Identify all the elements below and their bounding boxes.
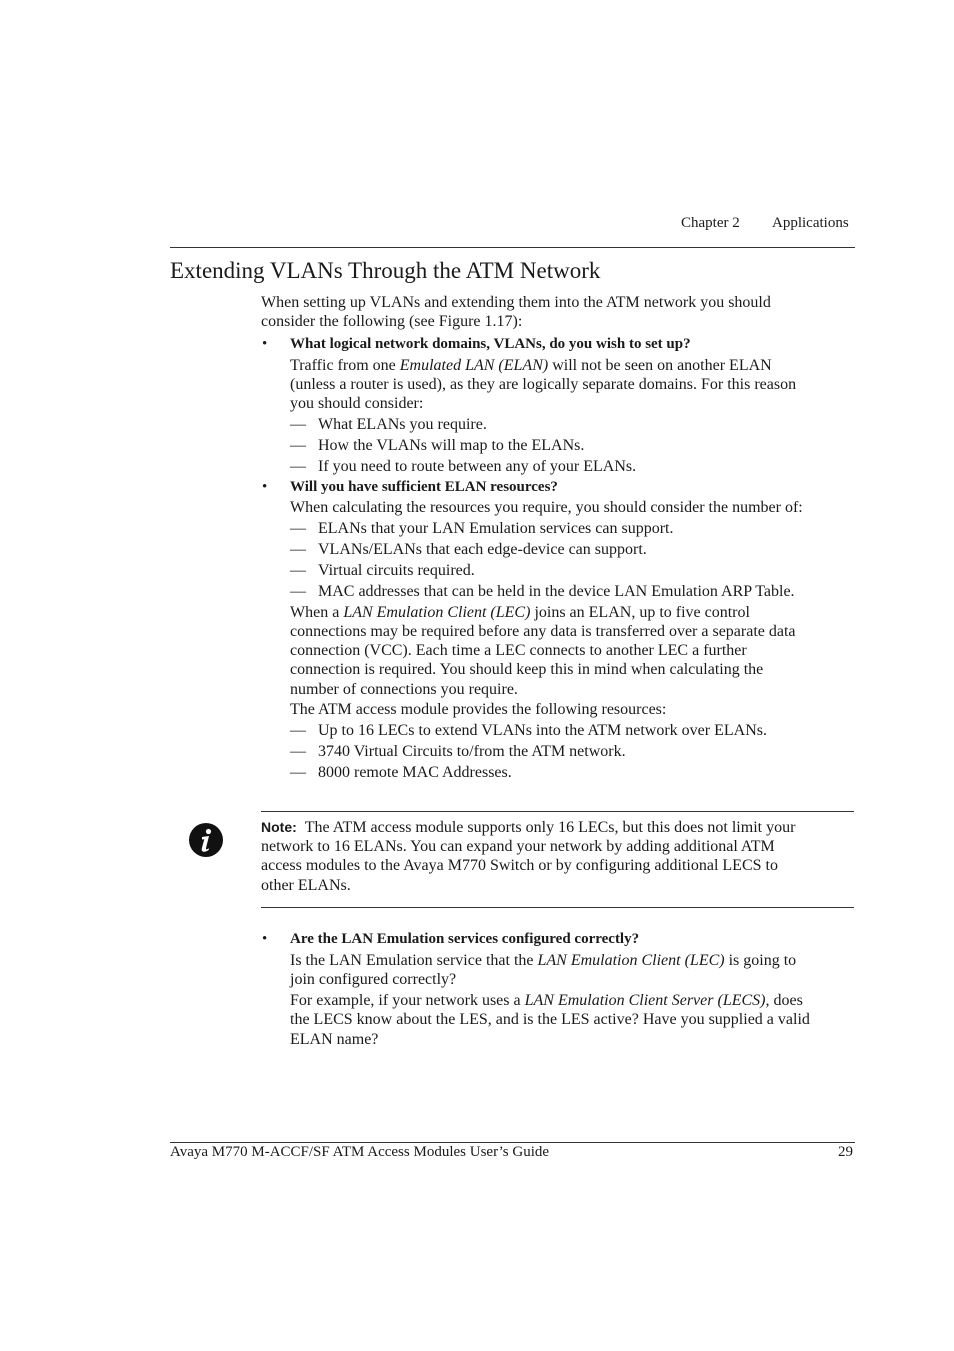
note-top-rule	[261, 811, 854, 812]
emphasis: Emulated LAN (ELAN)	[399, 357, 549, 374]
header-chapter: Chapter 2	[681, 215, 740, 231]
footer-doc-title: Avaya M770 M-ACCF/SF ATM Access Modules User’s Guide	[170, 1144, 550, 1160]
dash-mark: —	[290, 520, 306, 537]
dash-mark: —	[290, 458, 306, 475]
bullet-mark: •	[262, 336, 268, 352]
dash-mark: —	[290, 764, 306, 781]
dash-mark: —	[290, 722, 306, 739]
bullet-mark: •	[262, 479, 268, 495]
bullet-heading: Are the LAN Emulation services configured correctly?	[290, 931, 640, 947]
dash-mark: —	[290, 541, 306, 558]
paragraph-line: number of connections you require.	[290, 681, 518, 698]
paragraph-line: (unless a router is used), as they are logically separate domains. For this reason	[290, 376, 797, 393]
dash-item: MAC addresses that can be held in the device LAN Emulation ARP Table.	[318, 583, 795, 600]
dash-item: Virtual circuits required.	[318, 562, 475, 579]
note-line: Note: The ATM access module supports only 16 LECs, but this does not limit your	[261, 819, 796, 836]
dash-item: Up to 16 LECs to extend VLANs into the ATM network over ELANs.	[318, 722, 767, 739]
paragraph-line: connections may be required before any data is transferred over a separate data	[290, 623, 796, 640]
emphasis: LAN Emulation Client (LEC)	[537, 952, 725, 969]
dash-mark: —	[290, 562, 306, 579]
emphasis: LAN Emulation Client Server (LECS)	[524, 992, 766, 1009]
paragraph-line: Is the LAN Emulation service that the LAN Emulation Client (LEC) is going to	[290, 952, 797, 969]
paragraph-line: For example, if your network uses a LAN Emulation Client Server (LECS), does	[290, 992, 803, 1009]
paragraph-line: the LECS know about the LES, and is the LES active? Have you supplied a valid	[290, 1011, 810, 1028]
footer-rule	[170, 1142, 855, 1143]
paragraph-line: connection (VCC). Each time a LEC connects to another LEC a further	[290, 642, 747, 659]
paragraph-line: you should consider:	[290, 395, 424, 412]
dash-item: 8000 remote MAC Addresses.	[318, 764, 512, 781]
intro-line: consider the following (see Figure 1.17):	[261, 313, 523, 330]
dash-item: VLANs/ELANs that each edge-device can support.	[318, 541, 647, 558]
note-label: Note:	[261, 819, 297, 835]
note-line: network to 16 ELANs. You can expand your network by adding additional ATM	[261, 838, 775, 855]
dash-item: What ELANs you require.	[318, 416, 487, 433]
header-section: Applications	[772, 215, 849, 231]
dash-item: If you need to route between any of your ELANs.	[318, 458, 637, 475]
dash-mark: —	[290, 743, 306, 760]
section-title: Extending VLANs Through the ATM Network	[170, 258, 601, 283]
paragraph-line: ELAN name?	[290, 1031, 379, 1048]
note-bottom-rule	[261, 907, 854, 908]
paragraph-line: The ATM access module provides the following resources:	[290, 701, 667, 718]
bullet-heading: What logical network domains, VLANs, do you wish to set up?	[290, 336, 691, 352]
note-line: access modules to the Avaya M770 Switch or by configuring additional LECS to	[261, 857, 778, 874]
dash-mark: —	[290, 416, 306, 433]
bullet-heading: Will you have sufficient ELAN resources?	[290, 479, 558, 495]
intro-line: When setting up VLANs and extending them into the ATM network you should	[261, 294, 771, 311]
paragraph-line: join configured correctly?	[290, 971, 457, 988]
bullet-mark: •	[262, 931, 268, 947]
emphasis: LAN Emulation Client (LEC)	[343, 604, 531, 621]
page-number: 29	[838, 1144, 853, 1160]
dash-item: 3740 Virtual Circuits to/from the ATM network.	[318, 743, 626, 760]
dash-item: ELANs that your LAN Emulation services can support.	[318, 520, 674, 537]
dash-item: How the VLANs will map to the ELANs.	[318, 437, 585, 454]
paragraph-line: When a LAN Emulation Client (LEC) joins an ELAN, up to five control	[290, 604, 750, 621]
header-rule	[170, 247, 855, 248]
paragraph-line: Traffic from one Emulated LAN (ELAN) will not be seen on another ELAN	[290, 357, 772, 374]
dash-mark: —	[290, 437, 306, 454]
paragraph-line: When calculating the resources you require, you should consider the number of:	[290, 499, 803, 516]
dash-mark: —	[290, 583, 306, 600]
info-icon	[188, 822, 224, 858]
note-line: other ELANs.	[261, 877, 351, 894]
paragraph-line: connection is required. You should keep this in mind when calculating the	[290, 661, 764, 678]
